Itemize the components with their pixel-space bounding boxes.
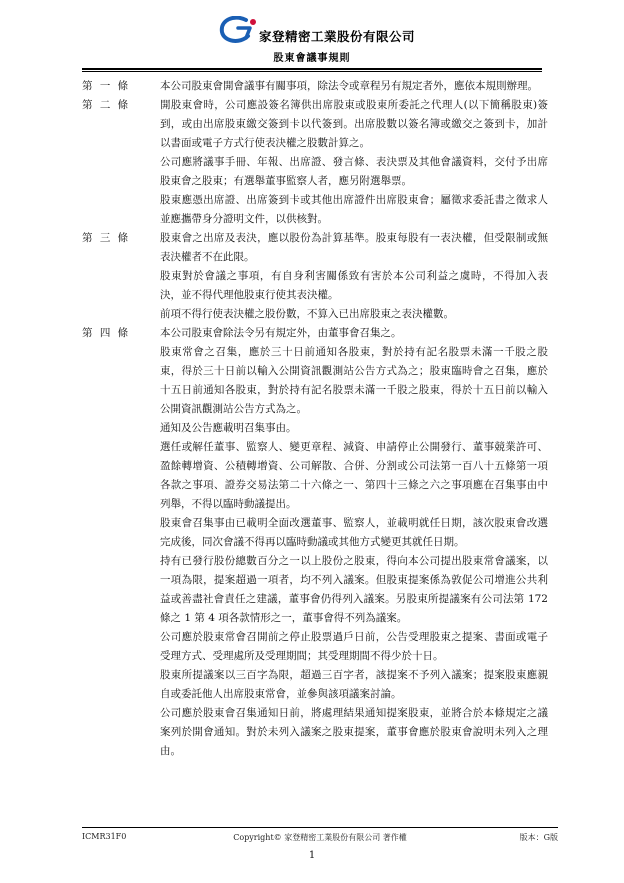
company-logo-icon <box>216 16 258 44</box>
article-number: 第 一 條 <box>82 80 131 92</box>
article-paragraph: 選任或解任董事、監察人、變更章程、減資、申請停止公開發行、董事競業許可、盈餘轉增資、公積轉增資、公司解散、合併、分割或公司法第一百八十五條第一項各款之事項、證券交易法第二十六條之一、第四十三條之六之事項應在召集事由中列舉，不得以臨時動議提出。 <box>160 441 548 510</box>
article-paragraph: 本公司股東會開會議事有關事項，除法令或章程另有規定者外，應依本規則辦理。 <box>160 80 538 92</box>
article-number: 第 四 條 <box>82 327 131 339</box>
footer-divider <box>82 827 558 828</box>
article-paragraph: 股東常會之召集，應於三十日前通知各股東，對於持有記名股票未滿一千股之股東，得於三十日前以輸入公開資訊觀測站公告方式為之；股東臨時會之召集，應於十五日前通知各股東，對於持有記名股票未滿一千股之股東，得於十五日前以輸入公開資訊觀測站公告方式為之。 <box>160 346 548 415</box>
article-paragraph: 前項不得行使表決權之股份數，不算入已出席股東之表決權數。 <box>160 308 454 320</box>
article-body <box>160 229 548 324</box>
article-paragraph: 公司應將議事手冊、年報、出席證、發言條、表決票及其他會議資料，交付予出席股東會之股東；有選舉董事監察人者，應另附選舉票。 <box>160 156 548 187</box>
document-title: 股東會議事規則 <box>273 53 351 64</box>
article-2 <box>82 96 548 229</box>
form-code: ICMR31F0 <box>82 832 127 841</box>
article-paragraph: 股東對於會議之事項，有自身利害關係致有害於本公司利益之虞時，不得加入表決，並不得代理他股東行使其表決權。 <box>160 270 548 301</box>
header-divider-thin <box>82 71 542 72</box>
page-footer <box>82 832 558 846</box>
article-4 <box>82 324 548 761</box>
article-1 <box>82 77 548 96</box>
page-header <box>0 14 624 64</box>
page-number: 1 <box>308 850 316 861</box>
copyright-notice: Copyright© 家登精密工業股份有限公司 著作權 <box>233 833 407 842</box>
article-paragraph: 公司應於股東常會召開前之停止股票過戶日前，公告受理股東之提案、書面或電子受理方式、受理處所及受理期間；其受理期間不得少於十日。 <box>160 631 548 662</box>
article-body <box>160 77 548 96</box>
article-3 <box>82 229 548 324</box>
article-paragraph: 股東所提議案以三百字為限，超過三百字者，該提案不予列入議案；提案股東應親自或委託他人出席股東常會，並參與該項議案討論。 <box>160 669 548 700</box>
version-label: 版本：G版 <box>519 833 558 842</box>
article-paragraph: 股東應憑出席證、出席簽到卡或其他出席證件出席股東會；屬徵求委託書之徵求人並應攜帶身分證明文件，以供核對。 <box>160 194 548 225</box>
header-divider <box>82 68 542 70</box>
article-paragraph: 本公司股東會除法令另有規定外，由董事會召集之。 <box>160 327 402 339</box>
article-paragraph: 持有已發行股份總數百分之一以上股份之股東，得向本公司提出股東常會議案，以一項為限，提案超過一項者，均不列入議案。但股東提案係為敦促公司增進公共利益或善盡社會責任之建議，董事會仍得列入議案。另股東所提議案有公司法第 172 條之 1 第 4 項各款情形之一，董事會得不列為議案。 <box>160 555 548 624</box>
article-paragraph: 公司應於股東會召集通知日前，將處理結果通知提案股東，並將合於本條規定之議案列於開會通知。對於未列入議案之股東提案，董事會應於股東會說明未列入之理由。 <box>160 707 548 757</box>
articles-list <box>82 77 548 761</box>
article-paragraph: 股東會之出席及表決，應以股份為計算基準。股東每股有一表決權，但受限制或無表決權者不在此限。 <box>160 232 548 263</box>
article-paragraph: 開股東會時，公司應設簽名簿供出席股東或股東所委託之代理人(以下簡稱股東)簽到，或由出席股東繳交簽到卡以代簽到。出席股數以簽名簿或繳交之簽到卡，加計以書面或電子方式行使表決權之股數計算之。 <box>160 99 548 149</box>
article-body <box>160 96 548 229</box>
article-body <box>160 324 548 761</box>
article-paragraph: 通知及公告應載明召集事由。 <box>160 422 297 434</box>
article-number: 第 二 條 <box>82 99 131 111</box>
company-name: 家登精密工業股份有限公司 <box>259 29 416 44</box>
article-number: 第 三 條 <box>82 232 131 244</box>
article-paragraph: 股東會召集事由已載明全面改選董事、監察人，並載明就任日期，該次股東會改選完成後，同次會議不得再以臨時動議或其他方式變更其就任日期。 <box>160 517 548 548</box>
